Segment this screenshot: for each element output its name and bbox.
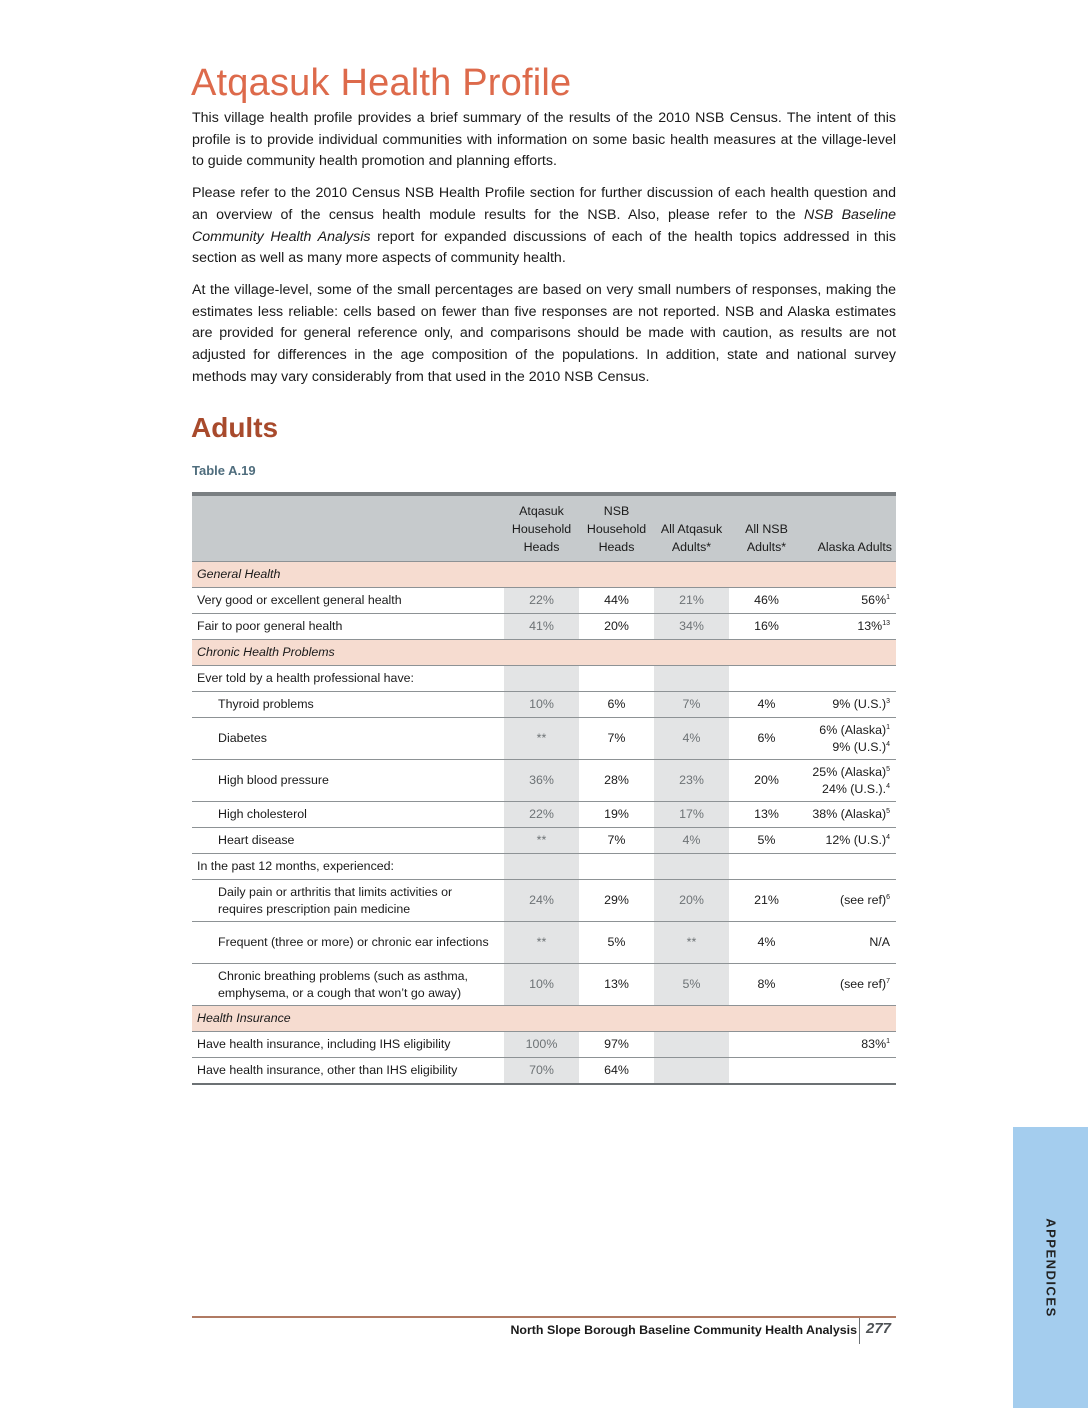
footnote-ref: 1 [886,1037,890,1045]
alaska-value: 12% (U.S.) [825,833,887,847]
table-row [192,692,896,718]
table-cell-alaska [804,964,896,1006]
row-label: Daily pain or arthritis that limits activities or requires prescription pain medicine [192,880,504,922]
table-cell [729,666,804,692]
table-cell: ** [504,828,579,854]
page-title: Atqasuk Health Profile [191,62,572,104]
table-cell [729,1058,804,1085]
page-number: 277 [866,1320,892,1337]
row-label: Heart disease [192,828,504,854]
table-cell: 20% [654,880,729,922]
intro-paragraph-1: This village health profile provides a brief summary of the results of the 2010 NSB Census. The intent of this profile is to provide individual communities with information on some basic health measures at the village-level to guide community health promotion and planning efforts. [192,110,896,170]
table-cell-alaska [804,614,896,640]
table-cell: 21% [729,880,804,922]
table-cell-alaska [804,828,896,854]
column-header-alaska-adults: Alaska Adults [804,494,896,562]
table-cell: 13% [729,802,804,828]
table-cell-alaska [804,666,896,692]
table-cell-alaska [804,854,896,880]
alaska-value-line2: 9% (U.S.) [832,739,887,754]
report-title-reference: NSB Baseline Community Health Analysis [192,206,896,245]
row-label: Have health insurance, including IHS eligibility [192,1032,504,1058]
table-cell: 4% [729,692,804,718]
table-cell: 8% [729,964,804,1006]
table-cell-alaska [804,922,896,964]
table-row [192,964,896,1006]
column-header-atqasuk-household-heads: Atqasuk Household Heads [504,494,579,562]
table-cell: 70% [504,1058,579,1085]
table-cell-alaska [804,1032,896,1058]
table-cell: 19% [579,802,654,828]
table-cell: 41% [504,614,579,640]
row-label: Thyroid problems [192,692,504,718]
row-label: High cholesterol [192,802,504,828]
footnote-ref: 5 [886,807,890,815]
alaska-value: (see ref) [839,977,887,991]
table-cell: 7% [579,718,654,760]
row-label: Fair to poor general health [192,614,504,640]
table-row [192,666,896,692]
alaska-value: 83% [861,1037,887,1051]
alaska-value: (see ref) [839,893,887,907]
table-cell: 5% [729,828,804,854]
intro-paragraph-3: At the village-level, some of the small percentages are based on very small numbers of responses, making the estimates less reliable: cells based on fewer than five responses are not reported. NSB and Alaska estimates are provided for general reference only, and comparisons should be made with caution, as results are not adjusted for differences in the age composition of the populations. In addition, state and national survey methods may vary considerably from that used in the 2010 NSB Census. [192,281,896,385]
table-cell: 4% [654,718,729,760]
row-label: Have health insurance, other than IHS eligibility [192,1058,504,1085]
table-row [192,828,896,854]
table-section-row [192,640,896,666]
table-cell-alaska [804,588,896,614]
table-cell: 24% [504,880,579,922]
footnote-ref: 4 [886,740,890,748]
table-cell: 10% [504,692,579,718]
alaska-value: 6% (Alaska) [819,722,887,737]
alaska-value: N/A [869,935,890,949]
table-cell: 22% [504,588,579,614]
table-row [192,588,896,614]
table-cell-alaska [804,802,896,828]
table-cell: 21% [654,588,729,614]
table-cell: 17% [654,802,729,828]
table-row [192,880,896,922]
row-label: High blood pressure [192,760,504,802]
table-cell: 5% [654,964,729,1006]
table-row [192,802,896,828]
table-section-row [192,1006,896,1032]
table-section-row [192,562,896,588]
table-cell [729,854,804,880]
table-cell [654,666,729,692]
table-cell: 20% [579,614,654,640]
table-cell: 13% [579,964,654,1006]
table-cell: 10% [504,964,579,1006]
table-cell [579,854,654,880]
footnote-ref: 6 [886,893,890,901]
footnote-ref: 5 [886,765,890,773]
table-cell: ** [504,922,579,964]
table-cell: ** [654,922,729,964]
table-row [192,922,896,964]
footer-rule [192,1316,896,1318]
table-cell: 22% [504,802,579,828]
row-label: Chronic breathing problems (such as asthma, emphysema, or a cough that won’t go away) [192,964,504,1006]
table-cell: 7% [579,828,654,854]
table-cell: 4% [729,922,804,964]
table-cell: 28% [579,760,654,802]
row-label: Diabetes [192,718,504,760]
table-cell-alaska [804,880,896,922]
table-cell: 6% [579,692,654,718]
column-header-all-nsb-adults: All NSB Adults* [729,494,804,562]
row-label: Ever told by a health professional have: [192,666,504,692]
table-cell: 36% [504,760,579,802]
section-label: Chronic Health Problems [192,640,896,666]
intro-text [192,108,896,398]
table-cell: 5% [579,922,654,964]
alaska-value: 56% [861,593,887,607]
section-heading-adults: Adults [191,412,279,443]
table-row [192,1058,896,1085]
alaska-value: 38% (Alaska) [812,807,887,821]
table-cell: 7% [654,692,729,718]
footnote-ref: 7 [886,977,890,985]
footer-divider [859,1318,860,1344]
footnote-ref: 1 [886,723,890,731]
row-label: Frequent (three or more) or chronic ear infections [192,922,504,964]
table-cell: 100% [504,1032,579,1058]
table-cell: 16% [729,614,804,640]
table-row [192,614,896,640]
table-cell: 20% [729,760,804,802]
footnote-ref: 1 [886,593,890,601]
footnote-ref: 13 [882,619,890,627]
table-cell: 97% [579,1032,654,1058]
table-cell-alaska [804,1058,896,1085]
table-cell [579,666,654,692]
table-cell [504,666,579,692]
table-cell: 64% [579,1058,654,1085]
table-cell: 44% [579,588,654,614]
table-cell: 46% [729,588,804,614]
health-table [192,492,896,1085]
table-header-row [192,494,896,562]
alaska-value: 13% [857,619,883,633]
section-label: Health Insurance [192,1006,896,1032]
column-header-label [192,494,504,562]
section-label: General Health [192,562,896,588]
table-cell [729,1032,804,1058]
footnote-ref: 3 [886,697,890,705]
table-row [192,1032,896,1058]
table-cell: 4% [654,828,729,854]
alaska-value-line2: 24% (U.S.). [822,781,887,796]
table-cell [504,854,579,880]
intro-paragraph-2: Please refer to the 2010 Census NSB Health Profile section for further discussion of each health question and an overview of the census health module results for the NSB. Also, please refer to the NSB Baseline Community Health Analysis report for expanded discussions of each of the health topics addressed in this section as well as many more aspects of community health. [192,185,896,267]
table-cell-alaska [804,692,896,718]
table-cell: 34% [654,614,729,640]
table-cell: 23% [654,760,729,802]
footer-text: North Slope Borough Baseline Community Health Analysis [510,1323,857,1337]
table-cell: ** [504,718,579,760]
table-cell-alaska [804,760,896,802]
side-tab-label: APPENDICES [1043,1218,1059,1318]
alaska-value: 25% (Alaska) [812,764,887,779]
table-cell: 29% [579,880,654,922]
table-row [192,854,896,880]
column-header-nsb-household-heads: NSB Household Heads [579,494,654,562]
table-cell-alaska [804,718,896,760]
footnote-ref: 4 [886,782,890,790]
table-body [192,562,896,1085]
table-cell [654,1058,729,1085]
alaska-value: 9% (U.S.) [832,697,887,711]
row-label: In the past 12 months, experienced: [192,854,504,880]
table-cell [654,854,729,880]
column-header-all-atqasuk-adults: All Atqasuk Adults* [654,494,729,562]
table-caption: Table A.19 [192,463,256,478]
row-label: Very good or excellent general health [192,588,504,614]
table-cell [654,1032,729,1058]
footnote-ref: 4 [886,833,890,841]
table-row [192,760,896,802]
table-cell: 6% [729,718,804,760]
table-row [192,718,896,760]
